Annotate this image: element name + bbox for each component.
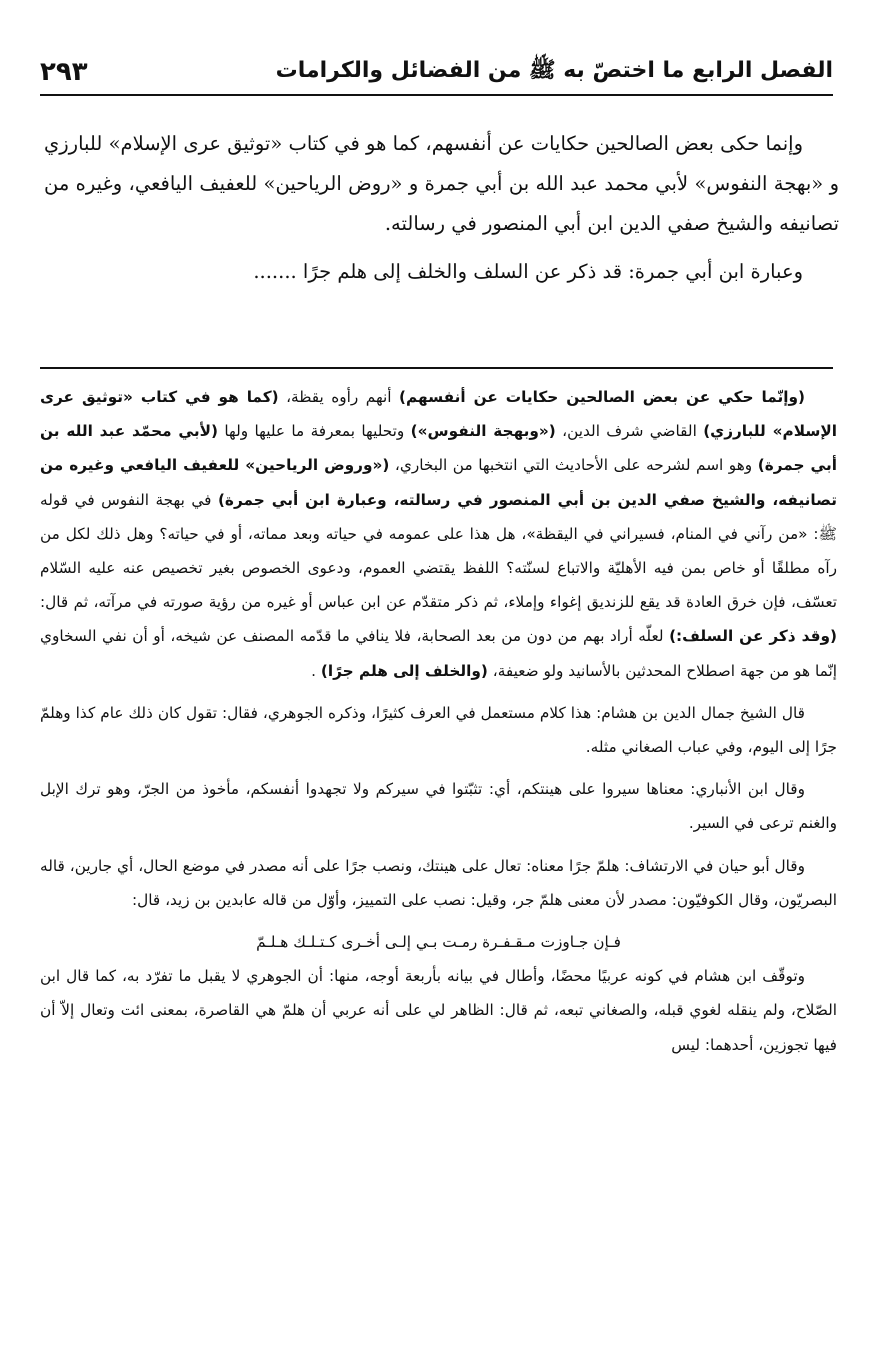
- footnote-paragraph: [40, 380, 837, 688]
- page-header: [40, 50, 833, 96]
- footnote-commentary: في بهجة النفوس في قوله ﷺ: «من رآني في المنام، فسيراني في اليقظة»، هل هذا على عمومه في حياته وبعد مماته، أو في حياته؟ وهل ذلك لكل من رآه مطلقًا أو خاص بمن فيه الأهليّة والاتباع لسنّته؟ اللفظ يقتضي العموم، ودعوى الخصوص بغير تخصيص عنه عليه السّلام تعسّف، فإن خرق العادة قد يقع للزنديق إغواء وإملاء، ثم ذكر متقدّم عن ابن عباس أو غيره من رؤية صورته في مرآته، ثم قال:: [40, 490, 837, 612]
- poetry-verse: فـإن جـاوزت مـقـفـرة رمـت بـي إلـى أخـرى كـتـلـك هـلـمّ: [256, 933, 621, 952]
- footnote-commentary: .: [311, 661, 321, 680]
- main-text: [44, 124, 839, 292]
- footnote-quote: («وبهجة النفوس»): [410, 422, 556, 441]
- main-paragraph: وعبارة ابن أبي جمرة: قد ذكر عن السلف والخلف إلى هلم جرًا .......: [253, 260, 803, 283]
- footnote-commentary: لعلّه أراد بهم من دون من بعد الصحابة، فلا ينافي ما قدّمه المصنف عن شيخه، أو أن نفي السخاوي إنّما هو من جهة اصطلاح المحدثين بالأسانيد ولو ضعيفة،: [40, 627, 837, 680]
- footnote-section: [40, 380, 837, 1062]
- footnote-commentary: وتحليها بمعرفة ما عليها ولها: [218, 422, 411, 441]
- footnote-paragraph: وتوقّف ابن هشام في كونه عربيًا محضًا، وأطال في بيانه بأربعة أوجه، منها: أن الجوهري لا يقبل ما تفرّد به، كما قال ابن الصّلاح، ولم ينقله لغوي قبله، والصغاني تبعه، ثم قال: الظاهر لي على أنه عربي أن هلمّ هي القاصرة، بمعنى ائت وتعال إلاّ أن فيها تجوزين، أحدهما: ليس: [40, 967, 837, 1054]
- footnote-quote: («وروض الرياحين» للعفيف اليافعي وغيره من تصانيفه، والشيخ صفي الدين بن أبي المنصور في رسالته، وعبارة ابن أبي جمرة): [40, 456, 837, 509]
- footnote-paragraph: وقال ابن الأنباري: معناها سيروا على هينتكم، أي: تثبّتوا في سيركم ولا تجهدوا أنفسكم، مأخوذ من الجرّ، وهو ترك الإبل والغنم ترعى في السير.: [40, 780, 837, 833]
- footnote-paragraph: وقال أبو حيان في الارتشاف: هلمّ جرًا معناه: تعال على هينتك، ونصب جرًا على أنه مصدر في موضع الحال، أي جارين، قاله البصريّون، وقال الكوفيّون: مصدر لأن معنى هلمّ جر، وقيل: نصب على التمييز، وأوّل من قاله عابدين بن زيد، قال:: [40, 856, 837, 909]
- footnote-paragraph: قال الشيخ جمال الدين بن هشام: هذا كلام مستعمل في العرف كثيرًا، وذكره الجوهري، فقال: تقول كان ذلك عام كذا وهلمّ جرًا إلى اليوم، وفي عباب الصغاني مثله.: [40, 703, 837, 757]
- footnote-quote: (كما هو في كتاب «توثيق عرى الإسلام» للبارزي): [40, 388, 837, 441]
- footnote-commentary: وهو اسم لشرحه على الأحاديث التي انتخبها من البخاري،: [389, 456, 758, 475]
- footnote-commentary: القاضي شرف الدين،: [555, 422, 704, 441]
- footnote-quote: (والخلف إلى هلم جرًا): [320, 661, 488, 680]
- main-paragraph: وإنما حكى بعض الصالحين حكايات عن أنفسهم، كما هو في كتاب «توثيق عرى الإسلام» للبارزي و «بهجة النفوس» لأبي محمد عبد الله بن أبي جمرة و «روض الرياحين» للعفيف اليافعي، وغيره من تصانيفه والشيخ صفي الدين ابن أبي المنصور في رسالته.: [44, 132, 839, 235]
- footnote-quote: (وإنّما حكي عن بعض الصالحين حكايات عن أنفسهم): [399, 388, 805, 406]
- chapter-title: الفصل الرابع ما اختصّ به ﷺ من الفضائل والكرامات: [275, 58, 833, 83]
- footnote-quote: (وقد ذكر عن السلف:): [669, 627, 837, 646]
- footnote-quote: (لأبي محمّد عبد الله بن أبي جمرة): [40, 422, 837, 475]
- footnote-commentary: أنهم رأوه يقظة،: [278, 388, 399, 406]
- footnote-divider: [40, 367, 833, 369]
- page-number: ٢٩٣: [40, 57, 88, 87]
